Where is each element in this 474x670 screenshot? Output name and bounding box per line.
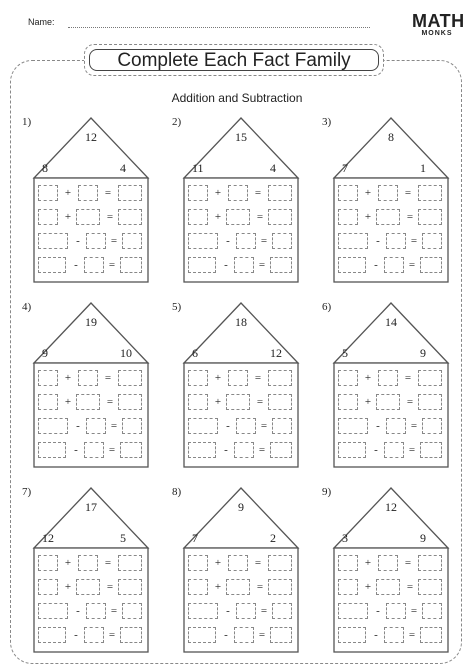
answer-box[interactable] bbox=[418, 555, 442, 571]
answer-box[interactable] bbox=[188, 627, 216, 643]
minus-sign: - bbox=[74, 259, 78, 271]
equals-sign: = bbox=[110, 420, 118, 432]
question-number: 3) bbox=[322, 116, 332, 128]
answer-box[interactable] bbox=[272, 233, 292, 249]
answer-box[interactable] bbox=[188, 233, 218, 249]
answer-box[interactable] bbox=[234, 627, 254, 643]
answer-box[interactable] bbox=[234, 257, 254, 273]
answer-box[interactable] bbox=[386, 603, 406, 619]
logo-line2: MONKS bbox=[421, 30, 453, 37]
answer-box[interactable] bbox=[188, 418, 218, 434]
equation-row bbox=[338, 554, 456, 574]
plus-sign: + bbox=[214, 211, 222, 223]
plus-sign: + bbox=[64, 581, 72, 593]
equals-sign: = bbox=[108, 629, 116, 641]
equation-row bbox=[38, 417, 156, 437]
equation-row bbox=[38, 441, 156, 461]
minus-sign: - bbox=[76, 420, 80, 432]
answer-box[interactable] bbox=[268, 209, 292, 225]
question-number: 6) bbox=[322, 301, 332, 313]
logo-line1: MATH bbox=[412, 11, 465, 31]
answer-box[interactable] bbox=[38, 627, 66, 643]
math-monks-logo bbox=[412, 11, 465, 37]
sum-number: 15 bbox=[235, 130, 247, 144]
fact-family-house bbox=[166, 301, 316, 469]
equation-row bbox=[188, 417, 306, 437]
answer-box[interactable] bbox=[118, 209, 142, 225]
equals-sign: = bbox=[404, 557, 412, 569]
equation-row bbox=[188, 369, 306, 389]
fact-family-house bbox=[16, 116, 166, 284]
answer-box[interactable] bbox=[38, 418, 68, 434]
minus-sign: - bbox=[76, 605, 80, 617]
equals-sign: = bbox=[408, 629, 416, 641]
answer-box[interactable] bbox=[188, 209, 208, 225]
answer-box[interactable] bbox=[420, 627, 442, 643]
addend-right: 4 bbox=[120, 161, 126, 175]
equation-row bbox=[338, 232, 456, 252]
answer-box[interactable] bbox=[270, 627, 292, 643]
equals-sign: = bbox=[106, 581, 114, 593]
answer-box[interactable] bbox=[378, 185, 398, 201]
addend-right: 4 bbox=[270, 161, 276, 175]
equals-sign: = bbox=[106, 396, 114, 408]
question-number: 8) bbox=[172, 486, 182, 498]
answer-box[interactable] bbox=[236, 418, 256, 434]
answer-box[interactable] bbox=[384, 257, 404, 273]
sum-number: 19 bbox=[85, 315, 97, 329]
minus-sign: - bbox=[226, 605, 230, 617]
equals-sign: = bbox=[406, 396, 414, 408]
answer-box[interactable] bbox=[420, 257, 442, 273]
addend-left: 8 bbox=[42, 161, 48, 175]
answer-box[interactable] bbox=[338, 233, 368, 249]
answer-box[interactable] bbox=[76, 209, 100, 225]
addend-right: 5 bbox=[120, 531, 126, 545]
answer-box[interactable] bbox=[338, 603, 368, 619]
equation-row bbox=[38, 369, 156, 389]
equation-row bbox=[188, 602, 306, 622]
minus-sign: - bbox=[374, 444, 378, 456]
answer-box[interactable] bbox=[78, 370, 98, 386]
answer-box[interactable] bbox=[386, 418, 406, 434]
answer-box[interactable] bbox=[84, 257, 104, 273]
fact-family-house bbox=[166, 486, 316, 654]
equation-row bbox=[338, 602, 456, 622]
plus-sign: + bbox=[64, 211, 72, 223]
question-number: 2) bbox=[172, 116, 182, 128]
answer-box[interactable] bbox=[38, 233, 68, 249]
equals-sign: = bbox=[254, 557, 262, 569]
answer-box[interactable] bbox=[38, 185, 58, 201]
minus-sign: - bbox=[376, 420, 380, 432]
equation-row bbox=[188, 554, 306, 574]
equals-sign: = bbox=[406, 581, 414, 593]
title-box bbox=[84, 44, 384, 76]
equals-sign: = bbox=[408, 444, 416, 456]
addend-right: 12 bbox=[270, 346, 282, 360]
equals-sign: = bbox=[406, 211, 414, 223]
equation-row bbox=[188, 208, 306, 228]
answer-box[interactable] bbox=[120, 442, 142, 458]
plus-sign: + bbox=[64, 557, 72, 569]
equation-row bbox=[38, 554, 156, 574]
plus-sign: + bbox=[64, 396, 72, 408]
equation-row bbox=[188, 393, 306, 413]
fact-family-house bbox=[16, 486, 166, 654]
equals-sign: = bbox=[410, 420, 418, 432]
equation-row bbox=[38, 256, 156, 276]
equals-sign: = bbox=[106, 211, 114, 223]
answer-box[interactable] bbox=[228, 370, 248, 386]
minus-sign: - bbox=[376, 235, 380, 247]
equation-row bbox=[38, 208, 156, 228]
equation-row bbox=[188, 256, 306, 276]
equals-sign: = bbox=[260, 420, 268, 432]
answer-box[interactable] bbox=[376, 209, 400, 225]
equation-row bbox=[338, 441, 456, 461]
addend-left: 6 bbox=[192, 346, 198, 360]
answer-box[interactable] bbox=[120, 257, 142, 273]
minus-sign: - bbox=[74, 444, 78, 456]
answer-box[interactable] bbox=[236, 603, 256, 619]
minus-sign: - bbox=[226, 420, 230, 432]
answer-box[interactable] bbox=[422, 603, 442, 619]
equation-row bbox=[38, 232, 156, 252]
answer-box[interactable] bbox=[188, 579, 208, 595]
equation-row bbox=[188, 441, 306, 461]
question-number: 1) bbox=[22, 116, 32, 128]
equals-sign: = bbox=[260, 605, 268, 617]
answer-box[interactable] bbox=[378, 555, 398, 571]
answer-box[interactable] bbox=[86, 418, 106, 434]
plus-sign: + bbox=[214, 372, 222, 384]
minus-sign: - bbox=[374, 259, 378, 271]
equation-row bbox=[338, 417, 456, 437]
answer-box[interactable] bbox=[38, 603, 68, 619]
fact-family-house bbox=[316, 116, 466, 284]
answer-box[interactable] bbox=[226, 209, 250, 225]
minus-sign: - bbox=[374, 629, 378, 641]
answer-box[interactable] bbox=[188, 603, 218, 619]
answer-box[interactable] bbox=[226, 579, 250, 595]
equals-sign: = bbox=[110, 605, 118, 617]
answer-box[interactable] bbox=[188, 555, 208, 571]
equals-sign: = bbox=[254, 187, 262, 199]
minus-sign: - bbox=[74, 629, 78, 641]
equation-row bbox=[38, 184, 156, 204]
answer-box[interactable] bbox=[86, 233, 106, 249]
answer-box[interactable] bbox=[226, 394, 250, 410]
addend-right: 2 bbox=[270, 531, 276, 545]
answer-box[interactable] bbox=[418, 394, 442, 410]
equation-row bbox=[38, 393, 156, 413]
answer-box[interactable] bbox=[38, 394, 58, 410]
plus-sign: + bbox=[214, 581, 222, 593]
answer-box[interactable] bbox=[338, 442, 366, 458]
plus-sign: + bbox=[214, 187, 222, 199]
minus-sign: - bbox=[224, 259, 228, 271]
equation-row bbox=[38, 602, 156, 622]
equals-sign: = bbox=[256, 396, 264, 408]
equals-sign: = bbox=[104, 372, 112, 384]
sum-number: 14 bbox=[385, 315, 397, 329]
answer-box[interactable] bbox=[338, 394, 358, 410]
sum-number: 17 bbox=[85, 500, 97, 514]
answer-box[interactable] bbox=[384, 627, 404, 643]
equals-sign: = bbox=[108, 259, 116, 271]
answer-box[interactable] bbox=[420, 442, 442, 458]
answer-box[interactable] bbox=[338, 579, 358, 595]
sum-number: 12 bbox=[385, 500, 397, 514]
answer-box[interactable] bbox=[268, 394, 292, 410]
addend-right: 9 bbox=[420, 531, 426, 545]
equation-row bbox=[338, 184, 456, 204]
equals-sign: = bbox=[404, 372, 412, 384]
equation-row bbox=[338, 256, 456, 276]
plus-sign: + bbox=[364, 581, 372, 593]
addend-right: 9 bbox=[420, 346, 426, 360]
minus-sign: - bbox=[226, 235, 230, 247]
equals-sign: = bbox=[104, 557, 112, 569]
answer-box[interactable] bbox=[118, 579, 142, 595]
answer-box[interactable] bbox=[234, 442, 254, 458]
answer-box[interactable] bbox=[38, 370, 58, 386]
plus-sign: + bbox=[64, 372, 72, 384]
name-line[interactable] bbox=[68, 27, 370, 28]
page-title: Complete Each Fact Family bbox=[89, 49, 379, 71]
equals-sign: = bbox=[260, 235, 268, 247]
minus-sign: - bbox=[224, 444, 228, 456]
answer-box[interactable] bbox=[338, 555, 358, 571]
addend-right: 1 bbox=[420, 161, 426, 175]
answer-box[interactable] bbox=[272, 418, 292, 434]
equation-row bbox=[188, 232, 306, 252]
equals-sign: = bbox=[108, 444, 116, 456]
equals-sign: = bbox=[254, 372, 262, 384]
plus-sign: + bbox=[364, 211, 372, 223]
plus-sign: + bbox=[214, 396, 222, 408]
equation-row bbox=[38, 626, 156, 646]
answer-box[interactable] bbox=[188, 394, 208, 410]
answer-box[interactable] bbox=[38, 209, 58, 225]
answer-box[interactable] bbox=[418, 370, 442, 386]
answer-box[interactable] bbox=[338, 257, 366, 273]
addend-right: 10 bbox=[120, 346, 132, 360]
answer-box[interactable] bbox=[338, 209, 358, 225]
sum-number: 8 bbox=[388, 130, 394, 144]
answer-box[interactable] bbox=[228, 555, 248, 571]
equation-row bbox=[338, 578, 456, 598]
answer-box[interactable] bbox=[422, 233, 442, 249]
answer-box[interactable] bbox=[76, 394, 100, 410]
equals-sign: = bbox=[256, 211, 264, 223]
fact-family-house bbox=[166, 116, 316, 284]
equals-sign: = bbox=[258, 629, 266, 641]
question-number: 4) bbox=[22, 301, 32, 313]
plus-sign: + bbox=[214, 557, 222, 569]
answer-box[interactable] bbox=[84, 442, 104, 458]
answer-box[interactable] bbox=[236, 233, 256, 249]
plus-sign: + bbox=[64, 187, 72, 199]
answer-box[interactable] bbox=[76, 579, 100, 595]
answer-box[interactable] bbox=[272, 603, 292, 619]
equation-row bbox=[338, 208, 456, 228]
equals-sign: = bbox=[110, 235, 118, 247]
answer-box[interactable] bbox=[338, 370, 358, 386]
minus-sign: - bbox=[376, 605, 380, 617]
question-number: 9) bbox=[322, 486, 332, 498]
answer-box[interactable] bbox=[268, 185, 292, 201]
answer-box[interactable] bbox=[338, 418, 368, 434]
answer-box[interactable] bbox=[118, 555, 142, 571]
plus-sign: + bbox=[364, 396, 372, 408]
addend-left: 7 bbox=[192, 531, 198, 545]
equation-row bbox=[38, 578, 156, 598]
minus-sign: - bbox=[224, 629, 228, 641]
answer-box[interactable] bbox=[38, 579, 58, 595]
answer-box[interactable] bbox=[270, 257, 292, 273]
answer-box[interactable] bbox=[122, 418, 142, 434]
equals-sign: = bbox=[410, 235, 418, 247]
answer-box[interactable] bbox=[376, 394, 400, 410]
subtitle: Addition and Subtraction bbox=[171, 91, 303, 105]
equals-sign: = bbox=[410, 605, 418, 617]
answer-box[interactable] bbox=[338, 185, 358, 201]
answer-box[interactable] bbox=[122, 233, 142, 249]
equals-sign: = bbox=[258, 444, 266, 456]
equation-row bbox=[338, 369, 456, 389]
addend-left: 12 bbox=[42, 531, 54, 545]
addend-left: 5 bbox=[342, 346, 348, 360]
answer-box[interactable] bbox=[422, 418, 442, 434]
answer-box[interactable] bbox=[378, 370, 398, 386]
fact-family-house bbox=[16, 301, 166, 469]
answer-box[interactable] bbox=[86, 603, 106, 619]
equation-row bbox=[338, 626, 456, 646]
answer-box[interactable] bbox=[38, 257, 66, 273]
equation-row bbox=[188, 184, 306, 204]
answer-box[interactable] bbox=[84, 627, 104, 643]
answer-box[interactable] bbox=[120, 627, 142, 643]
answer-box[interactable] bbox=[338, 627, 366, 643]
answer-box[interactable] bbox=[384, 442, 404, 458]
answer-box[interactable] bbox=[78, 555, 98, 571]
answer-box[interactable] bbox=[268, 555, 292, 571]
answer-box[interactable] bbox=[376, 579, 400, 595]
sum-number: 9 bbox=[238, 500, 244, 514]
equation-row bbox=[188, 578, 306, 598]
addend-left: 9 bbox=[42, 346, 48, 360]
answer-box[interactable] bbox=[118, 370, 142, 386]
answer-box[interactable] bbox=[418, 209, 442, 225]
answer-box[interactable] bbox=[270, 442, 292, 458]
addend-left: 7 bbox=[342, 161, 348, 175]
name-label: Name: bbox=[28, 17, 55, 27]
answer-box[interactable] bbox=[188, 185, 208, 201]
addend-left: 3 bbox=[342, 531, 348, 545]
answer-box[interactable] bbox=[228, 185, 248, 201]
sum-number: 12 bbox=[85, 130, 97, 144]
equation-row bbox=[188, 626, 306, 646]
fact-family-house bbox=[316, 486, 466, 654]
answer-box[interactable] bbox=[268, 579, 292, 595]
answer-box[interactable] bbox=[78, 185, 98, 201]
equation-row bbox=[338, 393, 456, 413]
plus-sign: + bbox=[364, 187, 372, 199]
addend-left: 11 bbox=[192, 161, 204, 175]
answer-box[interactable] bbox=[38, 555, 58, 571]
sum-number: 18 bbox=[235, 315, 247, 329]
answer-box[interactable] bbox=[386, 233, 406, 249]
answer-box[interactable] bbox=[188, 257, 216, 273]
answer-box[interactable] bbox=[268, 370, 292, 386]
equals-sign: = bbox=[408, 259, 416, 271]
plus-sign: + bbox=[364, 372, 372, 384]
answer-box[interactable] bbox=[418, 579, 442, 595]
answer-box[interactable] bbox=[38, 442, 66, 458]
equals-sign: = bbox=[258, 259, 266, 271]
answer-box[interactable] bbox=[118, 185, 142, 201]
minus-sign: - bbox=[76, 235, 80, 247]
question-number: 5) bbox=[172, 301, 182, 313]
answer-box[interactable] bbox=[188, 442, 216, 458]
question-number: 7) bbox=[22, 486, 32, 498]
equals-sign: = bbox=[104, 187, 112, 199]
equals-sign: = bbox=[256, 581, 264, 593]
answer-box[interactable] bbox=[188, 370, 208, 386]
answer-box[interactable] bbox=[122, 603, 142, 619]
answer-box[interactable] bbox=[418, 185, 442, 201]
answer-box[interactable] bbox=[118, 394, 142, 410]
fact-family-house bbox=[316, 301, 466, 469]
plus-sign: + bbox=[364, 557, 372, 569]
equals-sign: = bbox=[404, 187, 412, 199]
